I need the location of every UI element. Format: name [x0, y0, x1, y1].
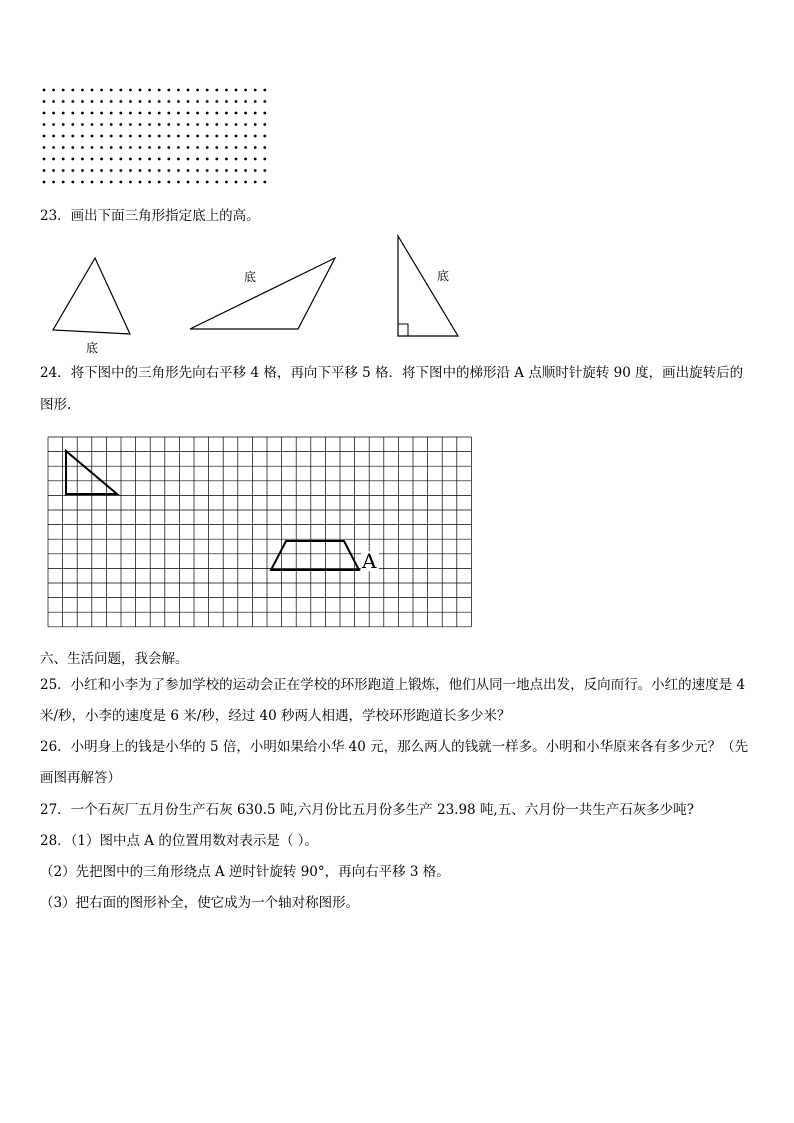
question-28-part2: （2）先把图中的三角形绕点 A 逆时针旋转 90°，再向右平移 3 格。: [40, 864, 450, 880]
grid-dot: [81, 158, 84, 161]
question-25-line1: 25．小红和小李为了参加学校的运动会正在学校的环形跑道上锻炼，他们从同一地点出发，反向而行。小红的速度是 4: [40, 677, 746, 693]
grid-dot: [235, 146, 238, 149]
grid-dot: [71, 135, 74, 138]
grid-dot: [110, 135, 113, 138]
grid-dot: [244, 89, 247, 92]
grid-dot: [119, 135, 122, 138]
grid-dot: [62, 158, 65, 161]
grid-dot: [235, 89, 238, 92]
grid-dot: [177, 123, 180, 126]
grid-dot: [119, 158, 122, 161]
grid-dot: [263, 123, 266, 126]
grid-dot: [158, 123, 161, 126]
grid-dot: [119, 181, 122, 184]
grid-dot: [263, 181, 266, 184]
base-label-2: 底: [244, 270, 257, 284]
question-26-line2: 画图再解答）: [40, 770, 121, 786]
grid-dot: [129, 123, 132, 126]
grid-dot: [167, 100, 170, 103]
grid-dot: [129, 89, 132, 92]
grid-dot: [196, 169, 199, 172]
grid-dot: [110, 89, 113, 92]
grid-dot: [81, 100, 84, 103]
grid-dot: [158, 89, 161, 92]
grid-dot: [206, 146, 209, 149]
grid-dot: [158, 100, 161, 103]
grid-dot: [71, 89, 74, 92]
grid-dot: [187, 89, 190, 92]
grid-dot: [167, 146, 170, 149]
grid-dot: [206, 169, 209, 172]
grid-dot: [110, 100, 113, 103]
grid-dot: [52, 169, 55, 172]
grid-dot: [215, 135, 218, 138]
grid-dot: [177, 89, 180, 92]
grid-dot: [52, 146, 55, 149]
grid-dot: [71, 169, 74, 172]
grid-dot: [91, 135, 94, 138]
question-25-line2: 米/秒，小李的速度是 6 米/秒，经过 40 秒两人相遇，学校环形跑道长多少米？: [40, 708, 511, 724]
grid-dot: [235, 181, 238, 184]
grid-dot: [225, 169, 228, 172]
question-23: 23．画出下面三角形指定底上的高。: [40, 208, 260, 224]
grid-dot: [52, 123, 55, 126]
grid-dot: [244, 146, 247, 149]
grid-dot: [187, 123, 190, 126]
grid-dot: [263, 169, 266, 172]
grid-dot: [81, 169, 84, 172]
question-27: 27．一个石灰厂五月份生产石灰 630.5 吨,六月份比五月份多生产 23.98 吨,五、六月份一共生产石灰多少吨?: [40, 802, 694, 818]
grid-dot: [148, 89, 151, 92]
grid-dot: [81, 181, 84, 184]
grid-dot: [91, 123, 94, 126]
grid-dot: [71, 158, 74, 161]
grid-dot: [235, 100, 238, 103]
grid-dot: [225, 158, 228, 161]
grid-dot: [215, 181, 218, 184]
grid-dot: [225, 146, 228, 149]
grid-dot: [81, 135, 84, 138]
grid-dot: [215, 169, 218, 172]
base-label-1: 底: [86, 341, 99, 355]
grid-dot: [187, 158, 190, 161]
grid-dot: [196, 89, 199, 92]
grid-dot: [148, 158, 151, 161]
grid-dot: [91, 181, 94, 184]
grid-dot: [52, 181, 55, 184]
grid-dot: [119, 100, 122, 103]
grid-dot: [91, 89, 94, 92]
grid-dot: [71, 181, 74, 184]
grid-dot: [119, 169, 122, 172]
grid-dot: [43, 158, 46, 161]
grid-dot: [225, 135, 228, 138]
grid-dot: [263, 100, 266, 103]
grid-dot: [177, 181, 180, 184]
question-24-line1: 24．将下图中的三角形先向右平移 4 格，再向下平移 5 格．将下图中的梯形沿 A 点顺时针旋转 90 度，画出旋转后的: [40, 365, 744, 381]
grid-dot: [52, 112, 55, 115]
grid-dot: [100, 100, 103, 103]
grid-dot: [196, 123, 199, 126]
grid-dot: [148, 169, 151, 172]
grid-dot: [139, 100, 142, 103]
grid-dot: [119, 89, 122, 92]
grid-dot: [177, 169, 180, 172]
grid-dot: [43, 123, 46, 126]
grid-dot: [110, 169, 113, 172]
grid-dot: [215, 112, 218, 115]
grid-dot: [52, 135, 55, 138]
grid-dot: [167, 89, 170, 92]
grid-dot: [167, 123, 170, 126]
grid-dot: [177, 158, 180, 161]
grid-dot: [100, 135, 103, 138]
grid-dot: [91, 112, 94, 115]
grid-dot: [62, 135, 65, 138]
triangle-2: [190, 258, 335, 329]
grid-dot: [81, 89, 84, 92]
grid-dot: [244, 181, 247, 184]
grid-dot: [148, 112, 151, 115]
grid-dot: [43, 100, 46, 103]
grid-dot: [167, 181, 170, 184]
grid-dot: [254, 89, 257, 92]
grid-dot: [148, 100, 151, 103]
question-28-part1: 28．（1）图中点 A 的位置用数对表示是（ ）。: [40, 833, 318, 849]
grid-dot: [225, 89, 228, 92]
grid-dot: [187, 169, 190, 172]
grid-dot: [206, 123, 209, 126]
grid-dot: [129, 158, 132, 161]
grid-dot: [206, 112, 209, 115]
grid-dot: [62, 146, 65, 149]
question-28-part3: （3）把右面的图形补全，使它成为一个轴对称图形。: [40, 895, 360, 911]
grid-dot: [148, 181, 151, 184]
grid-dot: [43, 89, 46, 92]
grid-trapezoid: [271, 541, 359, 570]
grid-dot: [100, 181, 103, 184]
grid-dot: [148, 123, 151, 126]
grid-dot: [244, 100, 247, 103]
grid-dot: [225, 112, 228, 115]
grid-dot: [100, 123, 103, 126]
grid-dot: [110, 146, 113, 149]
grid-dot: [235, 135, 238, 138]
grid-dot: [62, 112, 65, 115]
grid-dot: [129, 135, 132, 138]
right-angle-mark: [398, 324, 408, 336]
grid-dot: [52, 100, 55, 103]
grid-dot: [100, 158, 103, 161]
grid-dot: [139, 89, 142, 92]
base-label-3: 底: [437, 269, 450, 283]
triangle-3: [398, 236, 458, 336]
grid-dot: [244, 123, 247, 126]
grid-dot: [206, 100, 209, 103]
grid-dot: [158, 112, 161, 115]
grid-dot: [167, 158, 170, 161]
grid-dot: [225, 100, 228, 103]
grid-dot: [235, 123, 238, 126]
grid-dot: [254, 158, 257, 161]
grid-dot: [187, 135, 190, 138]
grid-dot: [110, 112, 113, 115]
grid-dot: [129, 169, 132, 172]
grid-dot: [254, 112, 257, 115]
grid-dot: [263, 135, 266, 138]
grid-dot: [110, 123, 113, 126]
grid-dot: [196, 181, 199, 184]
grid-dot: [91, 100, 94, 103]
grid-dot: [196, 135, 199, 138]
grid-dot: [129, 100, 132, 103]
grid-dot: [52, 158, 55, 161]
grid-dot: [71, 112, 74, 115]
grid-dot: [196, 112, 199, 115]
section-6-title: 六、生活问题，我会解。: [40, 651, 189, 667]
grid-dot: [139, 123, 142, 126]
dot-grid: [38, 84, 278, 194]
triangle-1: [53, 258, 130, 334]
grid-dot: [263, 89, 266, 92]
grid-dot: [235, 112, 238, 115]
grid-dot: [139, 146, 142, 149]
grid-dot: [196, 100, 199, 103]
grid-dot: [187, 146, 190, 149]
grid-dot: [167, 135, 170, 138]
grid-dot: [100, 169, 103, 172]
grid-dot: [158, 169, 161, 172]
grid-dot: [158, 135, 161, 138]
grid-dot: [177, 112, 180, 115]
grid-dot: [177, 135, 180, 138]
grid-dot: [235, 158, 238, 161]
grid-dot: [254, 181, 257, 184]
grid-dot: [62, 181, 65, 184]
grid-dot: [225, 123, 228, 126]
grid-dot: [177, 100, 180, 103]
grid-dot: [110, 181, 113, 184]
grid-dot: [119, 123, 122, 126]
grid-dot: [254, 135, 257, 138]
grid-dot: [81, 146, 84, 149]
grid-dot: [62, 100, 65, 103]
grid-dot: [167, 112, 170, 115]
grid-dot: [71, 123, 74, 126]
grid-dot: [263, 146, 266, 149]
question-24-line2: 图形.: [40, 397, 72, 413]
grid-dot: [81, 123, 84, 126]
grid-dot: [119, 146, 122, 149]
grid-dot: [206, 158, 209, 161]
grid-dot: [91, 158, 94, 161]
grid-dot: [206, 135, 209, 138]
grid-dot: [206, 89, 209, 92]
grid-dot: [139, 181, 142, 184]
grid-dot: [167, 169, 170, 172]
grid-dot: [91, 169, 94, 172]
grid-dot: [254, 100, 257, 103]
grid-dot: [244, 112, 247, 115]
grid-dot: [148, 146, 151, 149]
square-grid: [44, 434, 484, 634]
grid-dot: [119, 112, 122, 115]
grid-dot: [43, 146, 46, 149]
grid-dot: [139, 158, 142, 161]
grid-dot: [187, 100, 190, 103]
grid-dot: [263, 158, 266, 161]
triangle-figures: [40, 232, 510, 357]
grid-dot: [71, 100, 74, 103]
grid-dot: [158, 158, 161, 161]
grid-dot: [177, 146, 180, 149]
grid-dot: [158, 146, 161, 149]
grid-dot: [215, 100, 218, 103]
grid-dot: [225, 181, 228, 184]
grid-dot: [187, 112, 190, 115]
grid-dot: [235, 169, 238, 172]
grid-dot: [81, 112, 84, 115]
grid-dot: [129, 181, 132, 184]
grid-dot: [139, 112, 142, 115]
grid-dot: [263, 112, 266, 115]
grid-dot: [244, 169, 247, 172]
grid-dot: [52, 89, 55, 92]
grid-dot: [129, 112, 132, 115]
grid-dot: [139, 169, 142, 172]
grid-dot: [254, 123, 257, 126]
point-a-label: A: [362, 549, 377, 573]
grid-dot: [43, 135, 46, 138]
grid-dot: [139, 135, 142, 138]
grid-dot: [43, 112, 46, 115]
grid-dot: [62, 89, 65, 92]
grid-dot: [215, 89, 218, 92]
grid-dot: [196, 146, 199, 149]
grid-dot: [43, 169, 46, 172]
grid-dot: [91, 146, 94, 149]
grid-dot: [110, 158, 113, 161]
grid-dot: [215, 146, 218, 149]
grid-dot: [215, 158, 218, 161]
grid-dot: [43, 181, 46, 184]
grid-dot: [100, 146, 103, 149]
grid-dot: [254, 146, 257, 149]
grid-dot: [244, 158, 247, 161]
grid-dot: [206, 181, 209, 184]
grid-dot: [62, 123, 65, 126]
grid-dot: [158, 181, 161, 184]
grid-dot: [254, 169, 257, 172]
grid-dot: [148, 135, 151, 138]
grid-dot: [244, 135, 247, 138]
grid-dot: [187, 181, 190, 184]
grid-dot: [129, 146, 132, 149]
grid-dot: [100, 112, 103, 115]
grid-dot: [196, 158, 199, 161]
grid-dot: [215, 123, 218, 126]
grid-dot: [71, 146, 74, 149]
grid-dot: [62, 169, 65, 172]
question-26-line1: 26．小明身上的钱是小华的 5 倍，小明如果给小华 40 元，那么两人的钱就一样多。小明和小华原来各有多少元？（先: [40, 739, 749, 755]
grid-dot: [100, 89, 103, 92]
